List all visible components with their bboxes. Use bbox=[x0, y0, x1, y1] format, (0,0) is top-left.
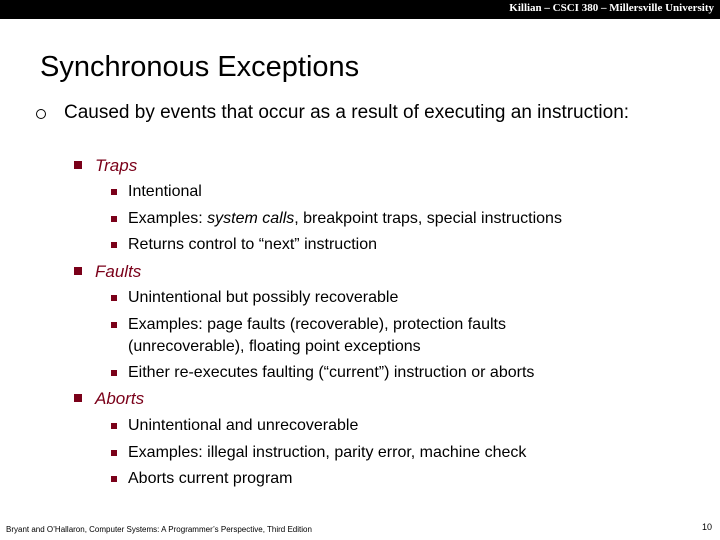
square-bullet-icon bbox=[111, 450, 117, 456]
square-bullet-icon bbox=[111, 295, 117, 301]
square-bullet-icon bbox=[111, 216, 117, 222]
list-item-text: Returns control to “next” instruction bbox=[128, 236, 377, 253]
main-bullet-text: Caused by events that occur as a result of executing an instruction: bbox=[64, 102, 630, 123]
section-traps bbox=[74, 155, 137, 177]
section-aborts bbox=[74, 388, 144, 410]
slide-title: Synchronous Exceptions bbox=[40, 51, 360, 83]
section-label: Aborts bbox=[95, 389, 145, 408]
list-item-text: Examples: page faults (recoverable), protection faults bbox=[128, 316, 506, 333]
list-item-text: Intentional bbox=[128, 183, 202, 200]
section-faults bbox=[74, 261, 141, 283]
header-bar bbox=[0, 0, 720, 19]
square-bullet-icon bbox=[111, 476, 117, 482]
section-label: Traps bbox=[95, 156, 138, 175]
list-item-text bbox=[128, 208, 562, 230]
list-item-continuation: (unrecoverable), floating point exceptions bbox=[128, 338, 421, 355]
list-item-text: Aborts current program bbox=[128, 470, 293, 487]
square-bullet-icon bbox=[111, 423, 117, 429]
page-number: 10 bbox=[701, 522, 712, 532]
header-course: Killian – CSCI 380 – Millersville University bbox=[509, 2, 714, 14]
square-bullet-icon bbox=[74, 394, 82, 402]
circle-bullet-icon bbox=[36, 109, 46, 119]
text-prefix: Examples: bbox=[128, 210, 208, 227]
section-label: Faults bbox=[95, 262, 142, 281]
list-item-text: Unintentional and unrecoverable bbox=[128, 417, 359, 434]
list-item-text: Unintentional but possibly recoverable bbox=[128, 289, 399, 306]
emphasis-text: system calls bbox=[207, 210, 295, 227]
square-bullet-icon bbox=[74, 267, 82, 275]
list-item-text: Either re-executes faulting (“current”) instruction or aborts bbox=[128, 364, 535, 381]
footer-citation: Bryant and O’Hallaron, Computer Systems: A Programmer’s Perspective, Third Edition bbox=[6, 525, 312, 534]
square-bullet-icon bbox=[111, 189, 117, 195]
square-bullet-icon bbox=[111, 370, 117, 376]
list-item-text: Examples: illegal instruction, parity error, machine check bbox=[128, 444, 527, 461]
square-bullet-icon bbox=[111, 242, 117, 248]
square-bullet-icon bbox=[74, 161, 82, 169]
square-bullet-icon bbox=[111, 322, 117, 328]
text-suffix: , breakpoint traps, special instructions bbox=[294, 210, 562, 227]
